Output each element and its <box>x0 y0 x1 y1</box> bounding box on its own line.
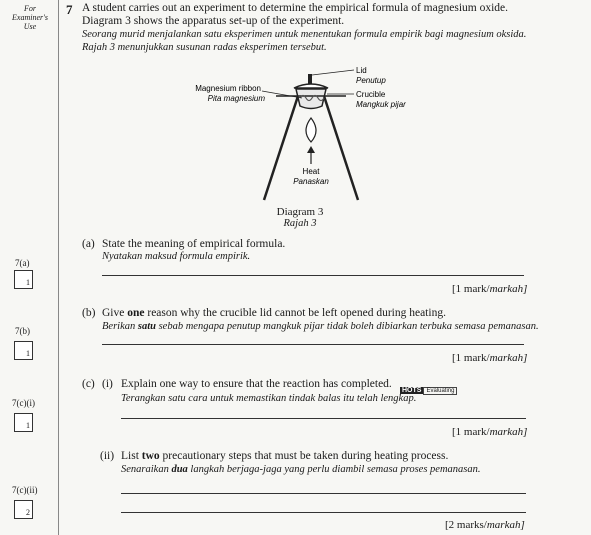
mark-box-value: 1 <box>26 421 30 430</box>
part-cii-marks <box>445 519 525 531</box>
examiner-label-line: Examiner's <box>12 13 48 22</box>
part-b-en-post: reason why the crucible lid cannot be left opened during heating. <box>144 307 446 319</box>
part-b-text-my <box>102 321 539 332</box>
examiner-margin-line <box>58 0 59 535</box>
marks-en: [1 mark/ <box>452 426 490 438</box>
mark-box-7cii <box>14 500 33 519</box>
part-ci-text-en: Explain one way to ensure that the reaction has completed. <box>121 378 392 390</box>
question-number: 7 <box>66 2 73 17</box>
marks-my: markah] <box>489 352 528 364</box>
heat-arrowhead <box>307 146 315 153</box>
marks-my: markah] <box>489 283 528 295</box>
part-a-text-en: State the meaning of empirical formula. <box>102 238 286 250</box>
answer-line-cii-2[interactable] <box>121 512 526 513</box>
answer-line-a[interactable] <box>102 275 524 276</box>
part-cii-en-pre: List <box>121 450 142 462</box>
mark-box-label-7a: 7(a) <box>15 258 30 268</box>
label-crucible-en: Crucible <box>356 90 386 99</box>
hots-sub-label: Evaluating <box>423 387 457 395</box>
part-c-label: (c) <box>82 378 95 390</box>
examiner-label-line: For <box>24 4 36 13</box>
part-b-my-post: sebab mengapa penutup mangkuk pijar tidak boleh dibiarkan terbuka semasa pemanasan. <box>155 321 539 332</box>
mark-box-label-7b: 7(b) <box>15 326 30 336</box>
marks-en: [1 mark/ <box>452 283 490 295</box>
mark-box-value: 1 <box>26 278 30 287</box>
label-lid-my: Penutup <box>356 76 386 85</box>
marks-en: [2 marks/ <box>445 519 487 531</box>
diagram-caption-en: Diagram 3 <box>276 206 324 218</box>
part-cii-text-en <box>121 450 448 462</box>
part-cii-my-bold: dua <box>171 464 188 475</box>
mark-box-value: 2 <box>26 508 30 517</box>
intro-my: Seorang murid menjalankan satu eksperimen untuk menentukan formula empirik bagi magnesium oksida. <box>82 29 527 40</box>
part-b-my-bold: satu <box>137 321 156 332</box>
label-ribbon-my: Pita magnesium <box>207 94 265 103</box>
part-cii-label: (ii) <box>100 450 115 462</box>
answer-line-ci[interactable] <box>121 418 526 419</box>
examiner-use-label <box>12 4 48 31</box>
label-heat-my: Panaskan <box>293 177 329 186</box>
flame-shape <box>306 118 316 142</box>
intro-en-2: Diagram 3 shows the apparatus set-up of the experiment. <box>82 15 345 27</box>
apparatus-diagram <box>190 58 420 204</box>
lid-shape <box>294 84 328 88</box>
part-ci-label: (i) <box>102 378 113 390</box>
lid-knob <box>308 74 312 84</box>
mark-box-7a <box>14 270 33 289</box>
hots-label: HOTS <box>402 387 422 394</box>
marks-my: markah] <box>489 426 528 438</box>
part-a-marks <box>452 283 527 295</box>
marks-my: markah] <box>486 519 525 531</box>
part-ci-marks <box>452 426 527 438</box>
answer-line-cii-1[interactable] <box>121 493 526 494</box>
intro-en: A student carries out an experiment to determine the empirical formula of magnesium oxide. <box>82 2 509 14</box>
intro-my-2: Rajah 3 menunjukkan susunan radas eksperimen tersebut. <box>82 42 327 53</box>
part-b-en-bold: one <box>127 307 145 319</box>
mark-box-7b <box>14 341 33 360</box>
mark-box-7ci <box>14 413 33 432</box>
label-lid-en: Lid <box>356 66 367 75</box>
answer-line-b[interactable] <box>102 344 524 345</box>
diagram-caption-my: Rajah 3 <box>283 218 317 229</box>
part-ci-text-my: Terangkan satu cara untuk memastikan tindak balas itu telah lengkap. <box>121 393 417 404</box>
label-heat-en: Heat <box>302 167 320 176</box>
part-a-text-my: Nyatakan maksud formula empirik. <box>102 251 251 262</box>
part-b-en-pre: Give <box>102 307 128 319</box>
label-ribbon-en: Magnesium ribbon <box>195 84 261 93</box>
marks-en: [1 mark/ <box>452 352 490 364</box>
label-crucible-my: Mangkuk pijar <box>356 100 406 109</box>
part-b-label: (b) <box>82 307 96 319</box>
part-cii-en-bold: two <box>141 450 160 462</box>
stand-leg-right <box>324 96 358 200</box>
part-a-label: (a) <box>82 238 95 250</box>
part-cii-text-my <box>121 464 481 475</box>
part-cii-en-post: precautionary steps that must be taken during heating process. <box>159 450 449 462</box>
mark-box-label-7ci: 7(c)(i) <box>12 398 35 408</box>
examiner-label-line: Use <box>23 22 37 31</box>
lid-leader <box>312 70 354 75</box>
mark-box-label-7cii: 7(c)(ii) <box>12 485 38 495</box>
part-cii-my-post: langkah berjaga-jaga yang perlu diambil semasa proses pemanasan. <box>187 464 481 475</box>
part-b-text-en <box>102 307 446 319</box>
mark-box-value: 1 <box>26 349 30 358</box>
part-cii-my-pre: Senaraikan <box>121 464 172 475</box>
part-b-my-pre: Berikan <box>102 321 138 332</box>
part-b-marks <box>452 352 527 364</box>
